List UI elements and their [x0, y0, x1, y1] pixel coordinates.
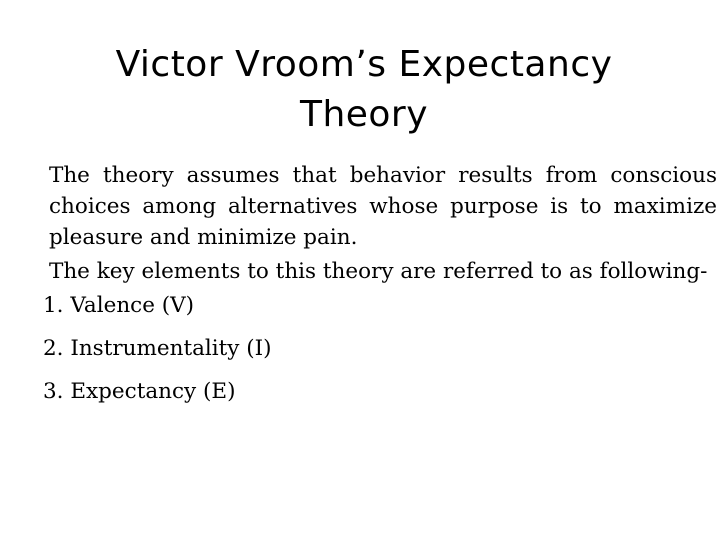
paragraph-key-elements: The key elements to this theory are referred to as following- — [49, 259, 708, 284]
slide-title-line-2: Theory — [299, 94, 429, 135]
slide-body — [43, 160, 717, 419]
list-item-instrumentality: 2. Instrumentality (I) — [43, 336, 272, 361]
paragraph-theory-assumption: The theory assumes that behavior results from conscious choices among alternatives whose purpose is to maximize pleasure and minimize pain. — [49, 163, 717, 250]
list-item-valence: 1. Valence (V) — [43, 293, 195, 318]
slide-title — [60, 40, 668, 140]
slide-title-line-1: Victor Vroom’s Expectancy — [115, 44, 613, 85]
list-item-expectancy: 3. Expectancy (E) — [43, 379, 236, 404]
